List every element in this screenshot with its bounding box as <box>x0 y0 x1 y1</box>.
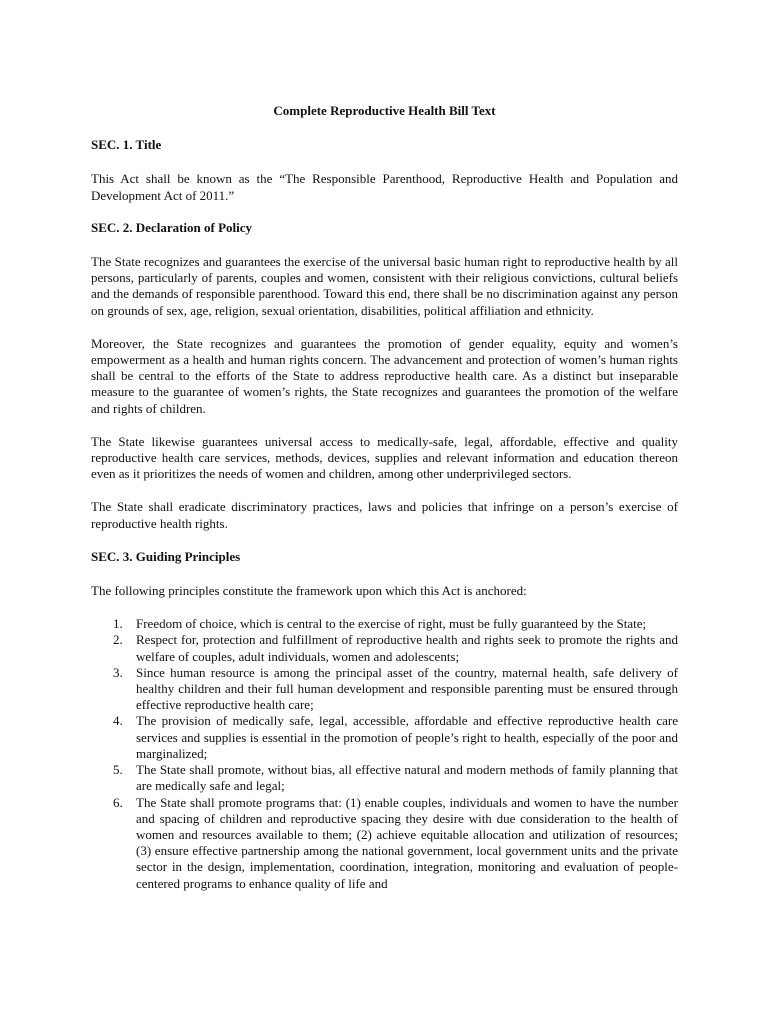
document-title: Complete Reproductive Health Bill Text <box>273 103 496 118</box>
list-item <box>113 795 678 892</box>
sec2-paragraph: Moreover, the State recognizes and guarantees the promotion of gender equality, equity and women’s empowerment as a health and human rights concern. The advancement and protection of women’s human rights shall be central to the efforts of the State to address reproductive health care. As a distinct but inseparable measure to the guarantee of women’s rights, the State recognizes and guarantees the promotion of the welfare and rights of children. <box>91 335 678 416</box>
list-item-number: 2. <box>113 632 123 648</box>
list-item-text: The provision of medically safe, legal, accessible, affordable and effective reproductive health care services and supplies is essential in the promotion of people’s right to health, especially of the poor and marginalized; <box>136 713 678 761</box>
list-item-number: 4. <box>113 713 123 729</box>
list-item-number: 3. <box>113 664 123 680</box>
list-item-text: Respect for, protection and fulfillment of reproductive health and rights seek to promote the rights and welfare of couples, adult individuals, women and adolescents; <box>136 632 678 664</box>
sec2-heading: SEC. 2. Declaration of Policy <box>91 219 253 235</box>
sec3-heading: SEC. 3. Guiding Principles <box>91 548 241 564</box>
list-item-number: 6. <box>113 794 123 810</box>
sec1-heading: SEC. 1. Title <box>91 137 162 153</box>
list-item-text: Freedom of choice, which is central to the exercise of right, must be fully guaranteed by the State; <box>136 616 647 632</box>
list-item <box>113 632 678 664</box>
list-item <box>113 665 678 714</box>
sec2-paragraph: The State shall eradicate discriminatory practices, laws and policies that infringe on a person’s exercise of reproductive health rights. <box>91 499 678 531</box>
list-item <box>113 713 678 762</box>
sec2-paragraph: The State likewise guarantees universal access to medically-safe, legal, affordable, effective and quality reproductive health care services, methods, devices, supplies and relevant information and education thereon even as it prioritizes the needs of women and children, among other underprivileged sectors. <box>91 433 678 482</box>
list-item-text: Since human resource is among the principal asset of the country, maternal health, safe delivery of healthy children and their full human development and responsible parenting must be ensured through effective reproductive health care; <box>136 664 678 713</box>
guiding-principles-list <box>91 616 678 891</box>
sec3-intro: The following principles constitute the framework upon which this Act is anchored: <box>91 583 527 599</box>
sec1-text: This Act shall be known as the “The Responsible Parenthood, Reproductive Health and Population and Development Act of 2011.” <box>91 171 678 203</box>
list-item <box>113 762 678 794</box>
list-item-text: The State shall promote, without bias, all effective natural and modern methods of family planning that are medically safe and legal; <box>136 762 678 794</box>
list-item <box>113 616 678 632</box>
list-item-text: The State shall promote programs that: (1) enable couples, individuals and women to have the number and spacing of children and reproductive spacing they desire with due consideration to the health of women and resources available to them; (2) achieve equitable allocation and utilization of resources; (3) ensure effective partnership among the national government, local government units and the private sector in the design, implementation, coordination, integration, monitoring and evaluation of people-centered programs to enhance quality of life and <box>136 794 678 891</box>
sec2-paragraph: The State recognizes and guarantees the exercise of the universal basic human right to reproductive health by all persons, particularly of parents, couples and women, consistent with their religious convictions, cultural beliefs and the demands of responsible parenthood. Toward this end, there shall be no discrimination against any person on grounds of sex, age, religion, sexual orientation, disabilities, political affiliation and ethnicity. <box>91 254 678 318</box>
list-item-number: 1. <box>113 616 123 632</box>
list-item-number: 5. <box>113 762 123 778</box>
document-page <box>91 103 678 892</box>
